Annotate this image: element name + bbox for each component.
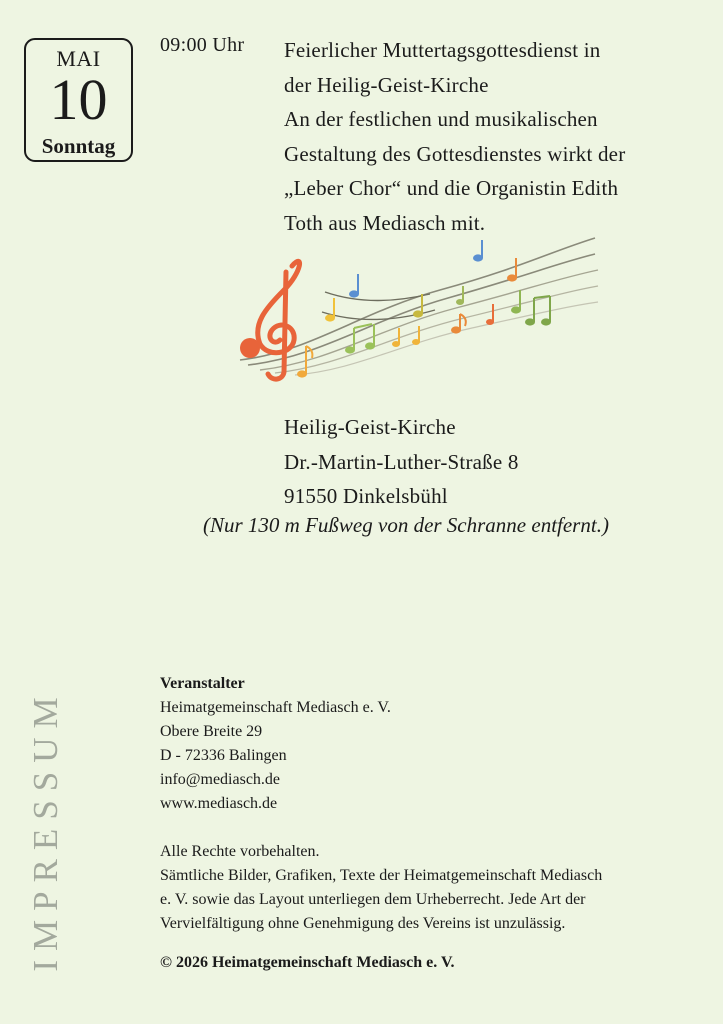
- date-box: [24, 38, 133, 162]
- organizer-heading: Veranstalter: [160, 675, 245, 692]
- organizer-website[interactable]: www.mediasch.de: [160, 795, 278, 812]
- organizer-city: D - 72336 Balingen: [160, 747, 287, 764]
- event-desc-line: Gestaltung des Gottesdienstes wirkt der: [284, 141, 626, 166]
- copyright-line: © 2026 Heimatgemeinschaft Mediasch e. V.: [160, 954, 455, 971]
- event-desc-line: „Leber Chor“ und die Organistin Edith: [284, 176, 619, 200]
- date-month: MAI: [56, 46, 101, 71]
- organizer-name: Heimatgemeinschaft Mediasch e. V.: [160, 699, 391, 716]
- address-place: Heilig-Geist-Kirche: [284, 415, 456, 439]
- rights-line: Vervielfältigung ohne Genehmigung des Vereins ist unzulässig.: [160, 915, 566, 932]
- rights-line: Sämtliche Bilder, Grafiken, Texte der Heimatgemeinschaft Mediasch: [160, 867, 603, 884]
- rights-line: e. V. sowie das Layout unterliegen dem Urheberrecht. Jede Art der: [160, 891, 586, 908]
- address-city: 91550 Dinkelsbühl: [284, 484, 448, 508]
- music-notes-icon: [220, 232, 600, 382]
- event-address: [284, 410, 519, 514]
- impressum-label: IMPRESSUM: [26, 688, 65, 972]
- walking-distance-note: (Nur 130 m Fußweg von der Schranne entfernt.): [203, 513, 609, 537]
- event-title-line: Feierlicher Muttertagsgottesdienst in: [284, 38, 601, 62]
- event-desc-line: Toth aus Mediasch mit.: [284, 210, 486, 235]
- address-street: Dr.-Martin-Luther-Straße 8: [284, 449, 519, 474]
- event-title-line: der Heilig-Geist-Kirche: [284, 72, 489, 97]
- rights-line: Alle Rechte vorbehalten.: [160, 843, 320, 860]
- date-day: 10: [49, 67, 108, 132]
- organizer-street: Obere Breite 29: [160, 723, 263, 740]
- organizer-email[interactable]: info@mediasch.de: [160, 771, 281, 788]
- date-weekday: Sonntag: [41, 134, 116, 158]
- event-time: 09:00 Uhr: [160, 34, 245, 56]
- event-description: [284, 33, 704, 240]
- event-desc-line: An der festlichen und musikalischen: [284, 107, 598, 131]
- spacer: [160, 816, 700, 840]
- impressum-block: [160, 672, 700, 975]
